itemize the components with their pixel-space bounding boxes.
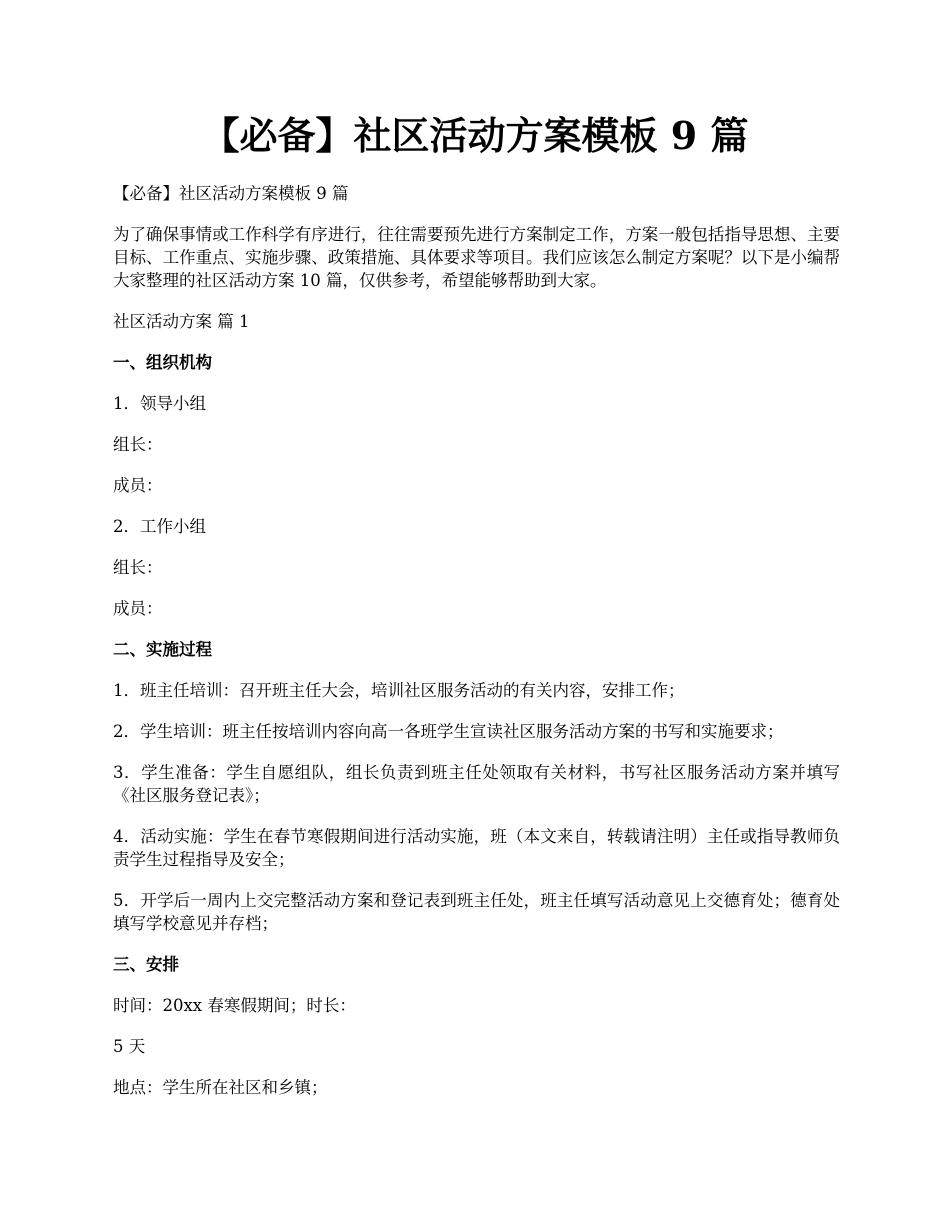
heading-organization: 一、组织机构 (113, 353, 212, 372)
heading-process: 二、实施过程 (113, 640, 212, 659)
leader-line-2: 组长： (113, 558, 163, 577)
process-step-2: 2．学生培训：班主任按培训内容向高一各班学生宣读社区服务活动方案的书写和实施要求； (113, 722, 784, 741)
heading-arrangement: 三、安排 (113, 955, 179, 974)
item-work-group: 2．工作小组 (113, 517, 206, 536)
intro-paragraph: 为了确保事情或工作科学有序进行，往往需要预先进行方案制定工作，方案一般包括指导思想、主要目标、工作重点、实施步骤、政策措施、具体要求等项目。我们应该怎么制定方案呢？以下是小编帮大家整理的社区活动方案 10 篇，仅供参考，希望能够帮助到大家。 (113, 225, 840, 290)
time-line: 时间：20xx 春寒假期间；时长： (113, 996, 356, 1015)
subtitle: 【必备】社区活动方案模板 9 篇 (113, 184, 349, 203)
document-title: 【必备】社区活动方案模板 9 篇 (201, 113, 749, 158)
member-line-2: 成员： (113, 599, 163, 618)
member-line-1: 成员： (113, 476, 163, 495)
item-leadership-group: 1．领导小组 (113, 394, 206, 413)
location-line: 地点：学生所在社区和乡镇； (113, 1078, 328, 1097)
duration-line: 5 天 (113, 1037, 146, 1056)
document-body (113, 182, 840, 1117)
section-label: 社区活动方案 篇 1 (113, 312, 250, 331)
process-step-1: 1．班主任培训：召开班主任大会，培训社区服务活动的有关内容，安排工作； (113, 681, 685, 700)
leader-line-1: 组长： (113, 435, 163, 454)
process-step-5: 5．开学后一周内上交完整活动方案和登记表到班主任处，班主任填写活动意见上交德育处；德育处填写学校意见并存档； (113, 891, 840, 933)
process-step-3: 3．学生准备：学生自愿组队，组长负责到班主任处领取有关材料，书写社区服务活动方案并填写《社区服务登记表》； (113, 763, 840, 805)
process-step-4: 4．活动实施：学生在春节寒假期间进行活动实施，班（本文来自，转载请注明）主任或指导教师负责学生过程指导及安全； (113, 827, 840, 869)
